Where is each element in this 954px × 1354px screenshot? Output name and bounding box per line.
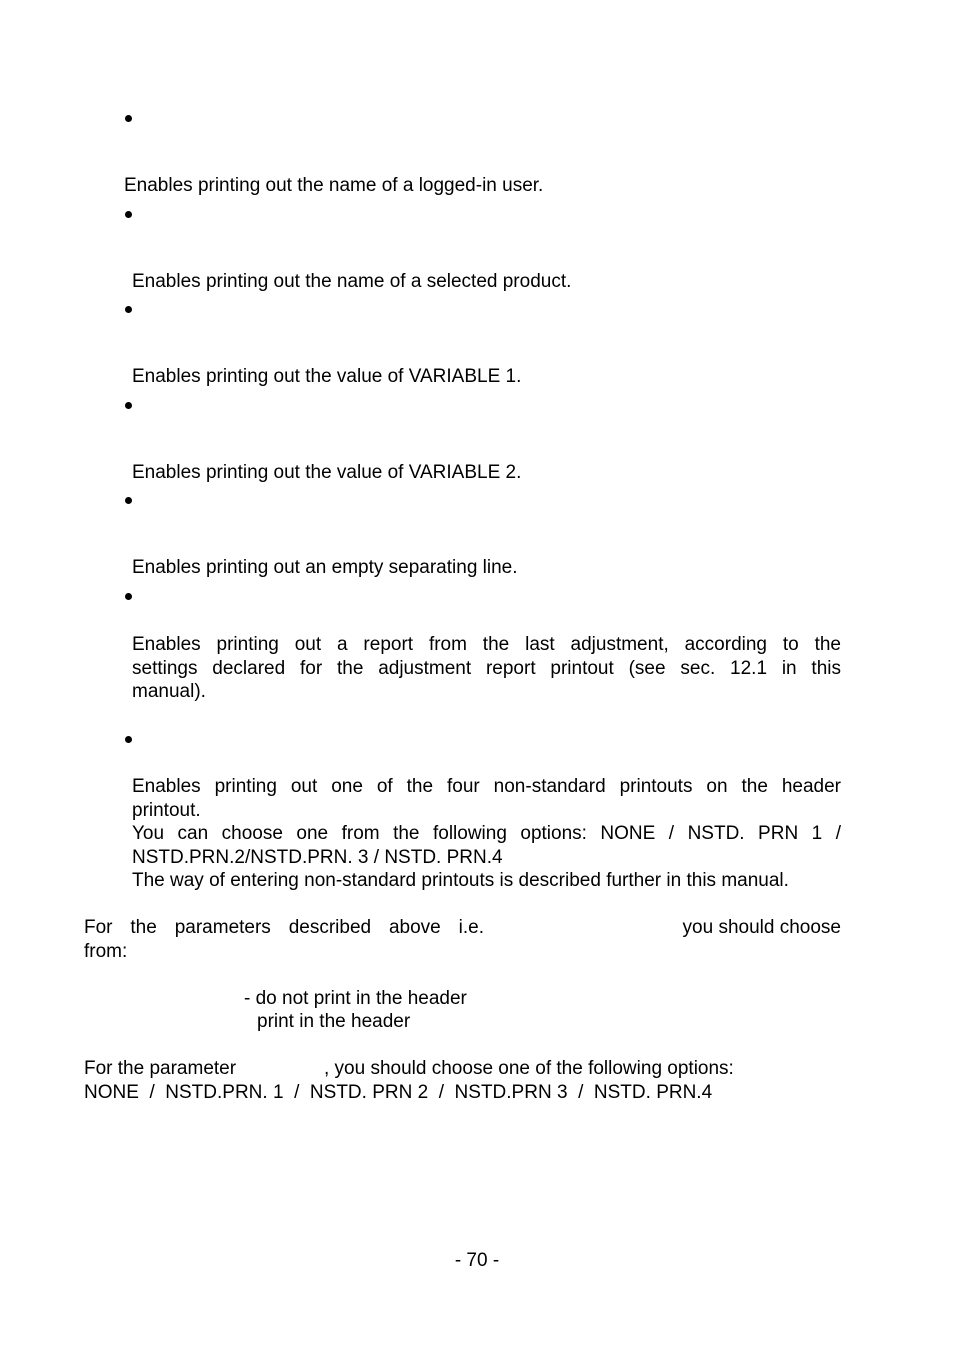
parameters-text-start: For the parameters described above i.e. <box>84 917 484 938</box>
parameters-text-from: from: <box>84 941 128 962</box>
item-description-variable-1: Enables printing out the value of VARIABLE 1. <box>132 366 522 387</box>
item-description-line: printout. <box>132 799 201 821</box>
item-description-adjustment-report <box>132 633 841 704</box>
item-note: The way of entering non-standard printouts is described further in this manual. <box>132 870 789 891</box>
item-description-line: Enables printing out a report from the last adjustment, according to the <box>132 634 841 655</box>
item-options-line: You can choose one from the following options: NONE / NSTD. PRN 1 / <box>132 823 841 844</box>
item-description-nonstandard-printout <box>132 775 841 893</box>
item-description-product: Enables printing out the name of a selected product. <box>132 271 572 292</box>
item-description-variable-2: Enables printing out the value of VARIABLE 2. <box>132 462 522 483</box>
item-options-line: NSTD.PRN.2/NSTD.PRN. 3 / NSTD. PRN.4 <box>132 846 503 868</box>
item-description-empty-line: Enables printing out an empty separating line. <box>132 557 518 578</box>
page-number: - 70 - <box>454 1250 500 1271</box>
bullet-icon <box>124 112 134 122</box>
nstd-parameter-text-start: For the parameter <box>84 1058 237 1079</box>
bullet-icon <box>124 208 134 218</box>
bullet-icon <box>124 494 134 504</box>
bullet-icon <box>124 590 134 600</box>
item-description-line: manual). <box>132 681 206 702</box>
choice-no-print: - do not print in the header <box>244 988 467 1009</box>
bullet-icon <box>124 399 134 409</box>
parameters-text-end: you should choose <box>682 917 841 938</box>
nstd-parameter-options: NONE / NSTD.PRN. 1 / NSTD. PRN 2 / NSTD.PRN 3 / NSTD. PRN.4 <box>84 1082 713 1103</box>
item-description-user: Enables printing out the name of a logged-in user. <box>124 175 544 196</box>
choice-print: print in the header <box>257 1011 411 1032</box>
bullet-icon <box>124 733 134 743</box>
bullet-icon <box>124 303 134 313</box>
item-description-line: settings declared for the adjustment report printout (see sec. 12.1 in this <box>132 657 841 679</box>
item-description-line: Enables printing out one of the four non-standard printouts on the header <box>132 776 841 797</box>
nstd-parameter-text-end: , you should choose one of the following options: <box>324 1058 734 1079</box>
